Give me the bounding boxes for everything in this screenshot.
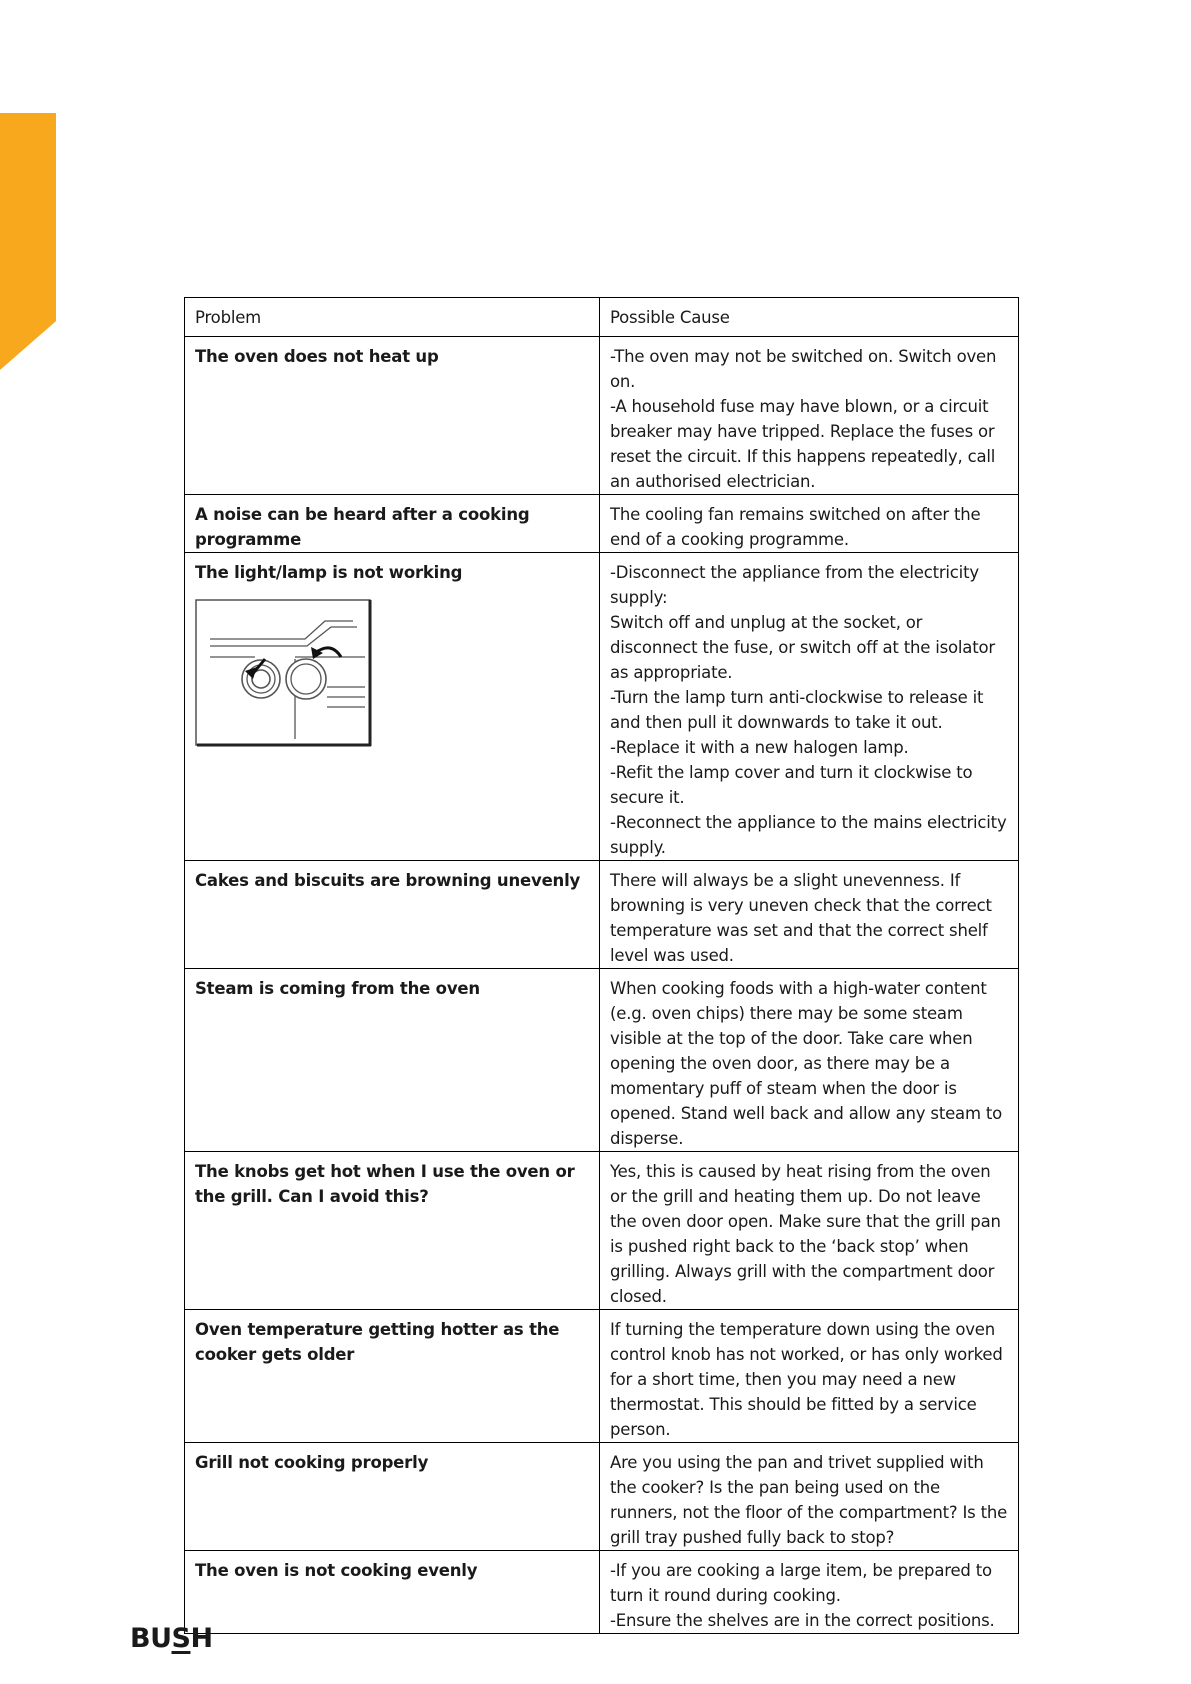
brand-accent-letter: S xyxy=(171,1623,191,1654)
cause-cell xyxy=(600,861,1019,969)
cause-cell xyxy=(600,1310,1019,1443)
problem-text: Cakes and biscuits are browning unevenly xyxy=(195,871,581,890)
cause-text: Are you using the pan and trivet supplied with the cooker? Is the pan being used on the runners, not the floor of the compartment? Is the grill tray pushed fully back to stop? xyxy=(610,1453,1008,1547)
cause-text: Switch off and unplug at the socket, or disconnect the fuse, or switch off at the isolator as appropriate. xyxy=(610,613,995,682)
cause-cell xyxy=(600,1443,1019,1551)
table-row xyxy=(185,495,1019,553)
cause-text: -The oven may not be switched on. Switch oven on. xyxy=(610,347,997,391)
cause-text: Yes, this is caused by heat rising from the oven or the grill and heating them up. Do not leave the oven door open. Make sure that the grill pan is pushed right back to the ‘back stop’ when grilling. Always grill with the compartment door closed. xyxy=(610,1162,1001,1306)
cause-text: If turning the temperature down using the oven control knob has not worked, or has only worked for a short time, then you may need a new thermostat. This should be fitted by a service person. xyxy=(610,1320,1003,1439)
table-row xyxy=(185,337,1019,495)
problem-text: The light/lamp is not working xyxy=(195,563,463,582)
table-row xyxy=(185,1443,1019,1551)
problem-text: Grill not cooking properly xyxy=(195,1453,429,1472)
accent-tab xyxy=(0,113,56,370)
table-row xyxy=(185,1152,1019,1310)
problem-cell xyxy=(185,337,600,495)
problem-cell xyxy=(185,1551,600,1634)
problem-cell xyxy=(185,495,600,553)
cause-text: -Replace it with a new halogen lamp. xyxy=(610,738,909,757)
cause-cell xyxy=(600,553,1019,861)
bush-logo xyxy=(130,1624,213,1654)
cause-cell xyxy=(600,1152,1019,1310)
table-row xyxy=(185,861,1019,969)
problem-text: The knobs get hot when I use the oven or the grill. Can I avoid this? xyxy=(195,1162,575,1206)
cause-text: -A household fuse may have blown, or a circuit breaker may have tripped. Replace the fuses or reset the circuit. If this happens repeatedly, call an authorised electrician. xyxy=(610,397,996,491)
problem-text: A noise can be heard after a cooking programme xyxy=(195,505,530,549)
problem-cell xyxy=(185,1443,600,1551)
cause-text: -Reconnect the appliance to the mains electricity supply. xyxy=(610,813,1007,857)
header-problem: Problem xyxy=(185,298,600,337)
cause-cell xyxy=(600,969,1019,1152)
lamp-replacement-icon xyxy=(195,599,375,747)
problem-text: The oven is not cooking evenly xyxy=(195,1561,478,1580)
cause-text: -If you are cooking a large item, be prepared to turn it round during cooking. xyxy=(610,1561,992,1605)
table-row xyxy=(185,969,1019,1152)
cause-text: When cooking foods with a high-water content (e.g. oven chips) there may be some steam visible at the top of the door. Take care when opening the oven door, as there may be a momentary puff of steam when the door is opened. Stand well back and allow any steam to disperse. xyxy=(610,979,1003,1148)
table-header-row xyxy=(185,298,1019,337)
cause-text: -Disconnect the appliance from the electricity supply: xyxy=(610,563,979,607)
brand-suffix: H xyxy=(190,1623,213,1654)
table-row xyxy=(185,1310,1019,1443)
cause-text: -Refit the lamp cover and turn it clockwise to secure it. xyxy=(610,763,973,807)
cause-cell xyxy=(600,337,1019,495)
problem-cell xyxy=(185,861,600,969)
table-row xyxy=(185,1551,1019,1634)
problem-cell xyxy=(185,1152,600,1310)
cause-text: There will always be a slight unevenness. If browning is very uneven check that the correct temperature was set and that the correct shelf level was used. xyxy=(610,871,992,965)
table-row xyxy=(185,553,1019,861)
cause-cell xyxy=(600,1551,1019,1634)
troubleshooting-table xyxy=(184,297,1019,1634)
problem-cell xyxy=(185,553,600,861)
cause-cell xyxy=(600,495,1019,553)
header-possible-cause: Possible Cause xyxy=(600,298,1019,337)
problem-text: The oven does not heat up xyxy=(195,347,439,366)
cause-text: -Turn the lamp turn anti-clockwise to release it and then pull it downwards to take it out. xyxy=(610,688,984,732)
problem-text: Steam is coming from the oven xyxy=(195,979,480,998)
cause-text: The cooling fan remains switched on after the end of a cooking programme. xyxy=(610,505,981,549)
problem-cell xyxy=(185,1310,600,1443)
problem-cell xyxy=(185,969,600,1152)
problem-text: Oven temperature getting hotter as the cooker gets older xyxy=(195,1320,560,1364)
cause-text: -Ensure the shelves are in the correct positions. xyxy=(610,1611,995,1630)
brand-prefix: BU xyxy=(130,1623,172,1654)
